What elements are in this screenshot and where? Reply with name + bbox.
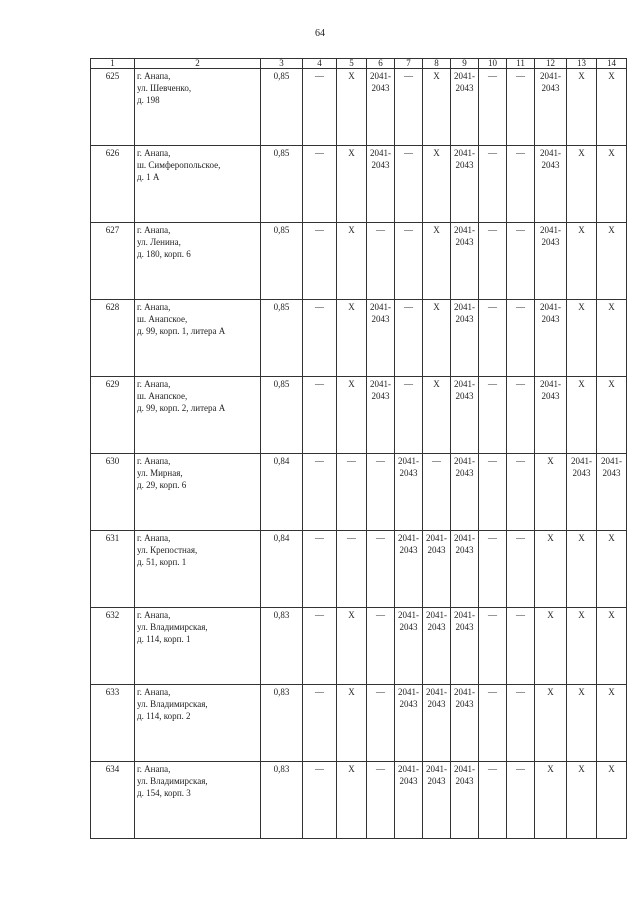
cell-col-6 [367,146,395,223]
cell-col-8 [423,608,451,685]
value-cell: 0,84 [261,454,303,531]
period-start: 2041- [540,302,561,312]
cell-col-12 [535,377,567,454]
table-row [91,454,627,531]
period-end: 2043 [572,468,591,478]
cell-col-14: X [597,69,627,146]
cell-col-11: — [507,531,535,608]
cell-col-13: X [567,531,597,608]
cell-col-10: — [479,377,507,454]
cell-col-7: — [395,300,423,377]
table-header [91,59,627,69]
cell-col-11: — [507,377,535,454]
period-start: 2041- [454,148,475,158]
period-end: 2043 [541,237,560,247]
cell-col-4: — [303,608,337,685]
address-line: г. Анапа, [137,379,171,389]
period-end: 2043 [455,468,474,478]
value-cell: 0,83 [261,685,303,762]
period-end: 2043 [455,699,474,709]
cell-col-4: — [303,762,337,839]
value-cell: 0,85 [261,146,303,223]
period-end: 2043 [427,622,446,632]
column-header-10: 10 [479,59,507,69]
table-row [91,146,627,223]
cell-col-11: — [507,223,535,300]
cell-col-12: X [535,608,567,685]
value-cell: 0,83 [261,608,303,685]
period-start: 2041- [426,687,447,697]
address-line: ул. Шевченко, [137,83,192,93]
address-cell [135,762,261,839]
cell-col-11: — [507,300,535,377]
period-start: 2041- [540,225,561,235]
period-start: 2041- [426,764,447,774]
address-line: ш. Анапское, [137,314,188,324]
address-cell [135,146,261,223]
period-end: 2043 [455,391,474,401]
cell-col-6: — [367,454,395,531]
column-header-14: 14 [597,59,627,69]
address-line: г. Анапа, [137,764,171,774]
column-header-4: 4 [303,59,337,69]
cell-col-9 [451,762,479,839]
cell-col-12 [535,146,567,223]
column-header-6: 6 [367,59,395,69]
column-header-8: 8 [423,59,451,69]
table-row [91,69,627,146]
cell-col-5: X [337,300,367,377]
cell-col-4: — [303,69,337,146]
cell-col-6: — [367,531,395,608]
cell-col-11: — [507,69,535,146]
column-header-12: 12 [535,59,567,69]
column-header-1: 1 [91,59,135,69]
address-cell [135,69,261,146]
period-end: 2043 [541,83,560,93]
period-end: 2043 [399,468,418,478]
row-number: 634 [91,762,135,839]
cell-col-12: X [535,685,567,762]
cell-col-14: X [597,685,627,762]
cell-col-4: — [303,531,337,608]
period-start: 2041- [398,687,419,697]
cell-col-5: — [337,531,367,608]
cell-col-10: — [479,531,507,608]
cell-col-6: — [367,685,395,762]
cell-col-5: X [337,685,367,762]
period-end: 2043 [371,160,390,170]
period-end: 2043 [541,160,560,170]
cell-col-8: X [423,146,451,223]
cell-col-5: X [337,223,367,300]
address-line: ул. Ленина, [137,237,181,247]
cell-col-4: — [303,146,337,223]
period-start: 2041- [370,148,391,158]
cell-col-7: — [395,377,423,454]
cell-col-12 [535,223,567,300]
cell-col-7 [395,531,423,608]
column-header-11: 11 [507,59,535,69]
address-line: ш. Анапское, [137,391,188,401]
column-header-7: 7 [395,59,423,69]
value-cell: 0,84 [261,531,303,608]
cell-col-9 [451,454,479,531]
cell-col-14: X [597,146,627,223]
period-end: 2043 [399,622,418,632]
cell-col-6: — [367,762,395,839]
cell-col-6: — [367,223,395,300]
address-cell [135,223,261,300]
cell-col-4: — [303,223,337,300]
address-line: д. 114, корп. 1 [137,634,191,644]
period-start: 2041- [370,379,391,389]
value-cell: 0,85 [261,377,303,454]
period-end: 2043 [399,545,418,555]
cell-col-9 [451,608,479,685]
cell-col-11: — [507,454,535,531]
period-start: 2041- [454,225,475,235]
cell-col-14: X [597,762,627,839]
period-end: 2043 [455,160,474,170]
cell-col-5: X [337,146,367,223]
value-cell: 0,85 [261,300,303,377]
cell-col-9 [451,531,479,608]
period-start: 2041- [540,71,561,81]
value-cell: 0,85 [261,223,303,300]
column-header-9: 9 [451,59,479,69]
period-start: 2041- [398,764,419,774]
cell-col-6 [367,300,395,377]
address-line: д. 154, корп. 3 [137,788,191,798]
cell-col-7: — [395,146,423,223]
period-end: 2043 [455,545,474,555]
address-line: ул. Владимирская, [137,776,208,786]
cell-col-4: — [303,454,337,531]
period-start: 2041- [398,610,419,620]
value-cell: 0,85 [261,69,303,146]
period-start: 2041- [454,687,475,697]
period-end: 2043 [541,314,560,324]
table-row [91,300,627,377]
column-header-3: 3 [261,59,303,69]
cell-col-9 [451,146,479,223]
period-end: 2043 [371,391,390,401]
cell-col-4: — [303,377,337,454]
address-line: г. Анапа, [137,302,171,312]
period-start: 2041- [454,764,475,774]
period-end: 2043 [427,545,446,555]
cell-col-12: X [535,454,567,531]
row-number: 630 [91,454,135,531]
period-end: 2043 [455,776,474,786]
period-start: 2041- [540,148,561,158]
address-line: ул. Владимирская, [137,699,208,709]
table-row [91,762,627,839]
cell-col-13: X [567,377,597,454]
address-line: г. Анапа, [137,533,171,543]
cell-col-12 [535,300,567,377]
address-line: г. Анапа, [137,148,171,158]
cell-col-13: X [567,762,597,839]
address-line: г. Анапа, [137,71,171,81]
address-line: ул. Мирная, [137,468,183,478]
cell-col-6: — [367,608,395,685]
period-end: 2043 [371,314,390,324]
cell-col-7: — [395,69,423,146]
cell-col-11: — [507,608,535,685]
period-start: 2041- [454,379,475,389]
cell-col-8 [423,685,451,762]
address-line: ш. Симферопольское, [137,160,221,170]
period-start: 2041- [398,533,419,543]
period-end: 2043 [455,622,474,632]
period-start: 2041- [454,456,475,466]
cell-col-9 [451,223,479,300]
cell-col-5: — [337,454,367,531]
address-line: ул. Владимирская, [137,622,208,632]
address-line: г. Анапа, [137,225,171,235]
address-line: д. 99, корп. 1, литера А [137,326,226,336]
cell-col-8: X [423,377,451,454]
address-line: г. Анапа, [137,687,171,697]
period-start: 2041- [454,302,475,312]
cell-col-5: X [337,69,367,146]
cell-col-5: X [337,608,367,685]
cell-col-6 [367,69,395,146]
cell-col-9 [451,377,479,454]
address-line: д. 180, корп. 6 [137,249,191,259]
cell-col-7 [395,608,423,685]
registry-table [90,58,627,839]
period-start: 2041- [426,610,447,620]
address-cell [135,531,261,608]
period-start: 2041- [571,456,592,466]
cell-col-14: X [597,531,627,608]
cell-col-8 [423,531,451,608]
address-line: г. Анапа, [137,610,171,620]
cell-col-14 [597,454,627,531]
cell-col-4: — [303,300,337,377]
period-end: 2043 [371,83,390,93]
header-row [91,59,627,69]
cell-col-12: X [535,531,567,608]
period-end: 2043 [541,391,560,401]
cell-col-4: — [303,685,337,762]
table-row [91,223,627,300]
cell-col-5: X [337,377,367,454]
period-start: 2041- [540,379,561,389]
cell-col-7 [395,685,423,762]
cell-col-7 [395,454,423,531]
cell-col-14: X [597,377,627,454]
cell-col-8: X [423,223,451,300]
period-end: 2043 [427,776,446,786]
row-number: 632 [91,608,135,685]
period-end: 2043 [455,237,474,247]
period-end: 2043 [399,699,418,709]
cell-col-9 [451,685,479,762]
address-cell [135,685,261,762]
address-line: д. 51, корп. 1 [137,557,187,567]
period-start: 2041- [601,456,622,466]
cell-col-6 [367,377,395,454]
column-header-5: 5 [337,59,367,69]
period-end: 2043 [427,699,446,709]
row-number: 627 [91,223,135,300]
cell-col-11: — [507,762,535,839]
cell-col-10: — [479,146,507,223]
period-start: 2041- [454,71,475,81]
address-cell [135,608,261,685]
address-line: д. 114, корп. 2 [137,711,191,721]
row-number: 625 [91,69,135,146]
period-end: 2043 [399,776,418,786]
cell-col-10: — [479,454,507,531]
page-number: 64 [315,28,325,39]
address-line: д. 198 [137,95,160,105]
cell-col-8 [423,762,451,839]
value-cell: 0,83 [261,762,303,839]
cell-col-7 [395,762,423,839]
period-start: 2041- [398,456,419,466]
period-end: 2043 [602,468,621,478]
cell-col-11: — [507,146,535,223]
cell-col-13: X [567,223,597,300]
cell-col-13: X [567,146,597,223]
column-header-13: 13 [567,59,597,69]
address-line: г. Анапа, [137,456,171,466]
period-start: 2041- [426,533,447,543]
cell-col-13: X [567,608,597,685]
row-number: 628 [91,300,135,377]
cell-col-13: X [567,69,597,146]
cell-col-10: — [479,685,507,762]
cell-col-12: X [535,762,567,839]
table-body [91,69,627,839]
period-end: 2043 [455,314,474,324]
cell-col-14: X [597,300,627,377]
period-start: 2041- [454,610,475,620]
cell-col-14: X [597,223,627,300]
cell-col-8: X [423,300,451,377]
address-line: д. 1 А [137,172,160,182]
table-row [91,531,627,608]
address-line: ул. Крепостная, [137,545,198,555]
address-cell [135,300,261,377]
table-row [91,377,627,454]
cell-col-12 [535,69,567,146]
address-cell [135,454,261,531]
address-line: д. 29, корп. 6 [137,480,187,490]
cell-col-10: — [479,69,507,146]
row-number: 631 [91,531,135,608]
period-start: 2041- [370,71,391,81]
cell-col-8: X [423,69,451,146]
cell-col-13: X [567,300,597,377]
cell-col-9 [451,300,479,377]
address-cell [135,377,261,454]
cell-col-5: X [337,762,367,839]
row-number: 629 [91,377,135,454]
period-start: 2041- [370,302,391,312]
row-number: 633 [91,685,135,762]
cell-col-13 [567,454,597,531]
cell-col-14: X [597,608,627,685]
cell-col-7: — [395,223,423,300]
period-end: 2043 [455,83,474,93]
cell-col-10: — [479,762,507,839]
cell-col-10: — [479,608,507,685]
period-start: 2041- [454,533,475,543]
cell-col-8: — [423,454,451,531]
cell-col-13: X [567,685,597,762]
table-row [91,608,627,685]
cell-col-11: — [507,685,535,762]
cell-col-9 [451,69,479,146]
address-line: д. 99, корп. 2, литера А [137,403,226,413]
cell-col-10: — [479,300,507,377]
column-header-2: 2 [135,59,261,69]
cell-col-10: — [479,223,507,300]
row-number: 626 [91,146,135,223]
table-row [91,685,627,762]
